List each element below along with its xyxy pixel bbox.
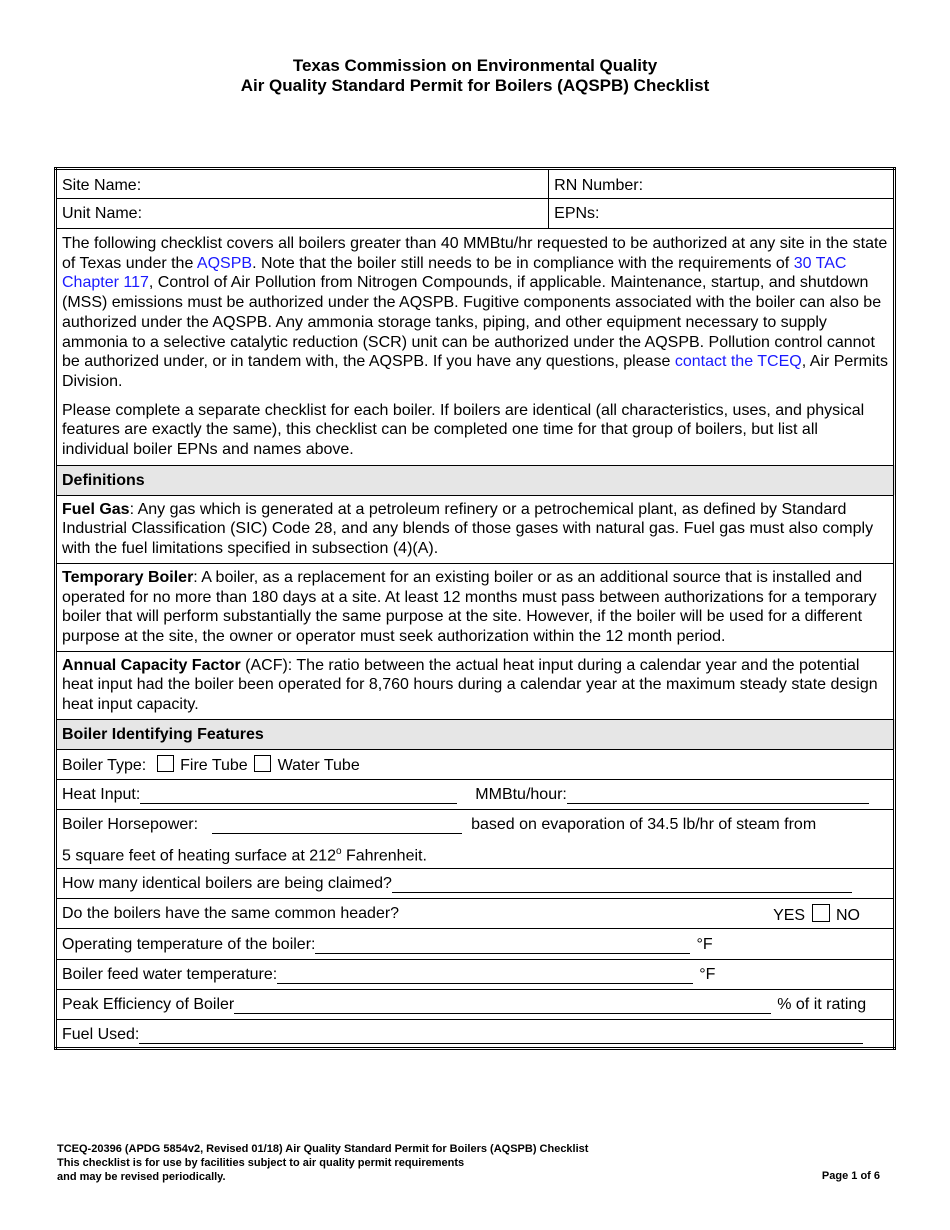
evaporation-text: based on evaporation of 34.5 lb/hr of steam from xyxy=(471,815,817,833)
footer-usage-note: This checklist is for use by facilities subject to air quality permit requirements xyxy=(57,1157,465,1169)
fuel-used-field[interactable] xyxy=(139,1027,863,1044)
feed-water-temp-label: Boiler feed water temperature: xyxy=(62,965,278,983)
feed-water-temp-row xyxy=(56,959,895,989)
epns-field[interactable] xyxy=(549,199,895,229)
heat-input-field[interactable] xyxy=(140,787,457,804)
site-name-field[interactable] xyxy=(56,169,549,199)
fire-tube-label: Fire Tube xyxy=(180,756,248,774)
identical-boilers-row xyxy=(56,868,895,898)
rn-number-field[interactable] xyxy=(549,169,895,199)
yes-label: YES xyxy=(773,906,806,924)
water-tube-label: Water Tube xyxy=(277,756,360,774)
heating-surface-text: 5 square feet of heating surface at 212 xyxy=(62,847,336,865)
unit-name-label: Unit Name: xyxy=(62,205,143,222)
heating-surface-row xyxy=(56,838,895,868)
horsepower-label: Boiler Horsepower: xyxy=(62,815,199,833)
instructions-paragraph: Please complete a separate checklist for each boiler. If boilers are identical (all characteristics, uses, and physical features are exactly the same), this checklist can be completed one time for that group of boilers, but list all individual boiler EPNs and names above. xyxy=(62,401,865,459)
mmbtu-label: MMBtu/hour: xyxy=(475,785,567,803)
horsepower-row xyxy=(56,809,895,838)
mmbtu-field[interactable] xyxy=(567,787,869,804)
fuel-gas-term: Fuel Gas xyxy=(62,500,130,518)
contact-tceq-link[interactable]: contact the TCEQ xyxy=(674,353,802,371)
horsepower-field[interactable] xyxy=(212,817,462,834)
rating-unit: % of it rating xyxy=(777,995,867,1013)
features-heading: Boiler Identifying Features xyxy=(56,719,895,749)
boiler-type-label: Boiler Type: xyxy=(62,756,147,774)
page-number: Page 1 of 6 xyxy=(821,1170,880,1182)
rn-number-label: RN Number: xyxy=(554,177,644,194)
identical-boilers-label: How many identical boilers are being claimed? xyxy=(62,874,392,892)
epns-label: EPNs: xyxy=(554,205,600,222)
fuel-used-row xyxy=(56,1019,895,1048)
footer-form-id: TCEQ-20396 (APDG 5854v2, Revised 01/18) Air Quality Standard Permit for Boilers (AQSPB) Checklist xyxy=(57,1143,589,1155)
common-header-checkbox[interactable] xyxy=(812,904,830,922)
tac-chapter-link[interactable]: 30 TAC Chapter 117 xyxy=(62,254,847,292)
no-label: NO xyxy=(836,906,860,924)
feed-water-temp-field[interactable] xyxy=(277,967,693,984)
aqspb-link[interactable]: AQSPB xyxy=(196,254,253,272)
temporary-boiler-term: Temporary Boiler xyxy=(62,568,194,586)
site-name-label: Site Name: xyxy=(62,177,142,194)
intro-section xyxy=(56,229,895,466)
fuel-gas-definition: Fuel Gas: Any gas which is generated at a petroleum refinery or a petrochemical plant, as defined by Standard Industrial Classification (SIC) Code 28, and any blends of those gases with natural gas. Fuel gas must also comply with the fuel limitations specified in subsection (4)(A). xyxy=(56,495,895,563)
document-header xyxy=(0,56,950,96)
acf-term: Annual Capacity Factor xyxy=(62,656,241,674)
fuel-used-label: Fuel Used: xyxy=(62,1025,140,1043)
common-header-question: Do the boilers have the same common header? xyxy=(62,904,400,922)
acf-definition: Annual Capacity Factor (ACF): The ratio between the actual heat input during a calendar year and the potential heat input had the boiler been operated for 8,760 hours during a calendar year at the maximum steady state design heat input capacity. xyxy=(56,651,895,719)
footer-revision-note: and may be revised periodically. xyxy=(57,1171,226,1183)
peak-efficiency-row xyxy=(56,989,895,1019)
form-title: Air Quality Standard Permit for Boilers (AQSPB) Checklist xyxy=(240,76,710,95)
unit-name-field[interactable] xyxy=(56,199,549,229)
feed-water-temp-unit: °F xyxy=(699,965,716,983)
water-tube-checkbox[interactable] xyxy=(254,755,271,772)
fire-tube-checkbox[interactable] xyxy=(157,755,174,772)
operating-temp-field[interactable] xyxy=(315,937,690,954)
intro-paragraph: The following checklist covers all boilers greater than 40 MMBtu/hr requested to be authorized at any site in the state of Texas under the AQSPB. Note that the boiler still needs to be in compliance with the requirements of 30 TAC Chapter 117, Control of Air Pollution from Nitrogen Compounds, if applicable. Maintenance, startup, and shutdown (MSS) emissions must be authorized under the AQSPB. Fugitive components associated with the boiler can also be authorized under the AQSPB. Any ammonia storage tanks, piping, and other equipment necessary to supply ammonia to a selective catalytic reduction (SCR) unit can be authorized under the AQSPB. Pollution control cannot be authorized under, or in tandem with, the AQSPB. If you have any questions, please contact the TCEQ, Air Permits Division. xyxy=(62,235,888,390)
operating-temp-label: Operating temperature of the boiler: xyxy=(62,935,316,953)
definitions-heading: Definitions xyxy=(56,465,895,495)
peak-efficiency-label: Peak Efficiency of Boiler xyxy=(62,995,235,1013)
common-header-row xyxy=(56,898,895,928)
temporary-boiler-definition: Temporary Boiler: A boiler, as a replacement for an existing boiler or as an additional source that is installed and operated for no more than 180 days at a site. At least 12 months must pass between authorizations for a temporary boiler that will perform substantially the same purpose at the site. However, if the boiler will be used for a different purpose at the site, the owner or operator must seek authorization within the 12 month period. xyxy=(56,563,895,651)
fahrenheit-text: Fahrenheit. xyxy=(341,847,427,865)
heat-input-label: Heat Input: xyxy=(62,785,141,803)
boiler-type-row xyxy=(56,749,895,779)
operating-temp-row xyxy=(56,928,895,959)
checklist-form xyxy=(54,167,896,1050)
identical-boilers-field[interactable] xyxy=(392,876,852,893)
operating-temp-unit: °F xyxy=(696,935,713,953)
degree-superscript: o xyxy=(335,846,342,858)
footer xyxy=(57,1142,588,1184)
heat-input-row xyxy=(56,779,895,809)
peak-efficiency-field[interactable] xyxy=(234,997,771,1014)
agency-title: Texas Commission on Environmental Quality xyxy=(292,56,658,75)
